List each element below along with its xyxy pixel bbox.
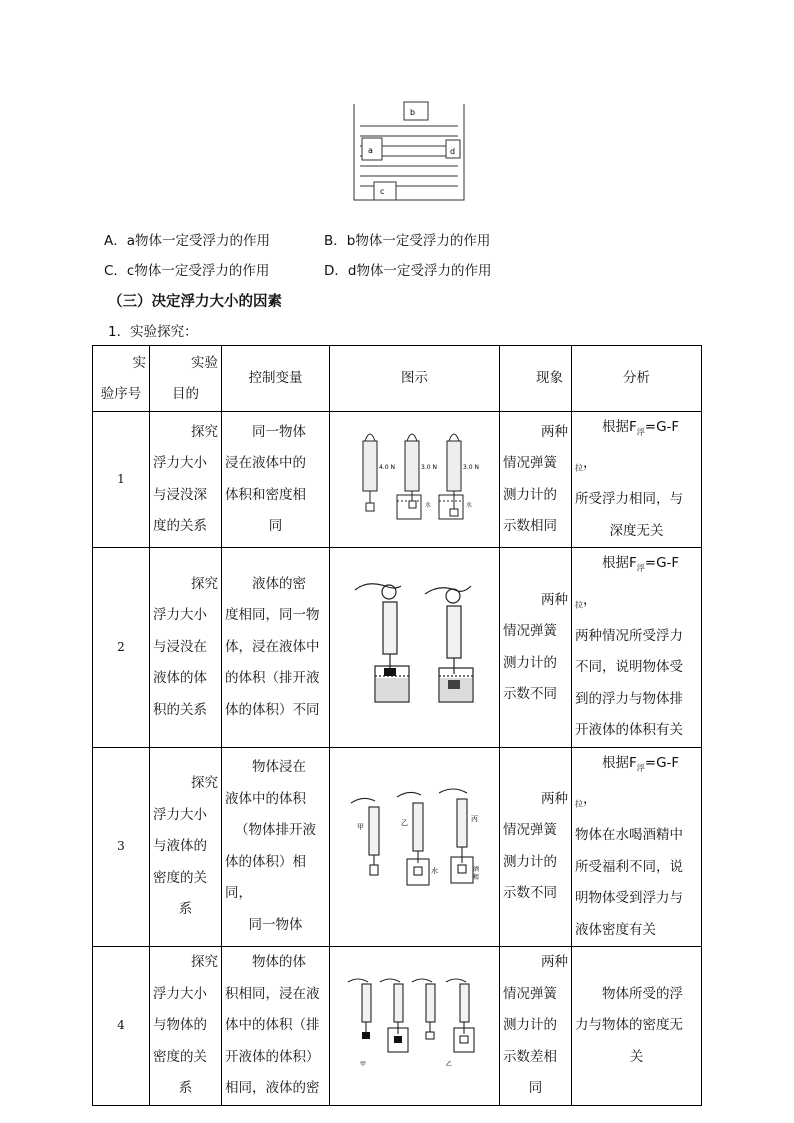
row-purpose: 探究 浮力大小 与液体的 密度的关 系 (150, 747, 222, 946)
label-yi: 乙 (445, 1060, 452, 1068)
row-analysis: 根据$F_浮=G-F_拉$， 物体在水喝酒精中 所受福利不同，说 明物体受到浮力与 液体密度有关 (572, 747, 702, 946)
label-bing: 丙 (470, 814, 478, 823)
row-analysis: 根据$F_浮=G-F_拉$， 两种情况所受浮力 不同，说明物体受 到的浮力与物体排 开液体的体积有关 (572, 548, 702, 747)
label-water: 水 (430, 866, 438, 875)
hand-spring-volume-diagram (347, 576, 483, 706)
row-number: 4 (93, 947, 150, 1106)
label-yi: 乙 (400, 818, 408, 827)
water-label-1: 水 (424, 502, 431, 510)
header-analysis: 分析 (572, 346, 702, 412)
experiment-table (92, 345, 702, 1106)
block-label-c: c (380, 187, 385, 196)
row-number: 1 (93, 412, 150, 548)
row-diagram (330, 747, 500, 946)
reading-3: 3.0 N (462, 464, 479, 472)
label-jia: 甲 (356, 822, 364, 831)
row-diagram (330, 412, 500, 548)
row-purpose: 探究 浮力大小 与浸没在 液体的体 积的关系 (150, 548, 222, 747)
row-number: 3 (93, 747, 150, 946)
reading-1: 4.0 N (378, 464, 395, 472)
header-seq: 实 验序号 (93, 346, 150, 412)
block-label-d: d (450, 147, 456, 156)
table-header-row (93, 346, 702, 412)
header-diagram: 图示 (330, 346, 500, 412)
object-density-diagram (346, 972, 484, 1068)
header-control: 控制变量 (222, 346, 330, 412)
row-control: 同一物体 浸在液体中的 体积和密度相 同 (222, 412, 330, 548)
block-label-a: a (368, 146, 373, 155)
row-analysis: 物体所受的浮 力与物体的密度无 关 (572, 947, 702, 1106)
section-title: （三）决定浮力大小的因素 (108, 294, 282, 310)
header-purpose: 实验 目的 (150, 346, 222, 412)
reading-2: 3.0 N (420, 464, 437, 472)
row-control: 液体的密 度相同，同一物 体，浸在液体中 的体积（排开液 体的体积）不同 (222, 548, 330, 747)
label-alcohol-2: 精 (472, 873, 479, 881)
label-alcohol-1: 酒 (472, 865, 479, 873)
row-number: 2 (93, 548, 150, 747)
row-analysis: 根据$F_浮=G-F_拉$， 所受浮力相同，与 深度无关 (572, 412, 702, 548)
option-a[interactable]: A．a物体一定受浮力的作用 (104, 233, 271, 249)
row-diagram (330, 548, 500, 747)
row-diagram (330, 947, 500, 1106)
option-b[interactable]: B．b物体一定受浮力的作用 (324, 233, 491, 249)
header-phenomenon: 现象 (500, 346, 572, 412)
row-control: 物体的体 积相同，浸在液 体中的体积（排 开液体的体积） 相同，液体的密 (222, 947, 330, 1106)
density-comparison-diagram (347, 785, 483, 897)
option-c[interactable]: C．c物体一定受浮力的作用 (104, 263, 270, 279)
row-purpose: 探究 浮力大小 与浸没深 度的关系 (150, 412, 222, 548)
row-purpose: 探究 浮力大小 与物体的 密度的关 系 (150, 947, 222, 1106)
row-phenomenon: 两种 情况弹簧 测力计的 示数相同 (500, 412, 572, 548)
table-row (93, 747, 702, 946)
label-jia: 甲 (359, 1060, 366, 1068)
table-row (93, 548, 702, 747)
block-label-b: b (410, 108, 416, 117)
table-row (93, 947, 702, 1106)
subsection-title: 1．实验探究： (108, 324, 198, 340)
row-phenomenon: 两种 情况弹簧 测力计的 示数差相 同 (500, 947, 572, 1106)
container-figure (350, 100, 468, 204)
row-phenomenon: 两种 情况弹簧 测力计的 示数不同 (500, 747, 572, 946)
table-row (93, 412, 702, 548)
water-label-2: 水 (465, 502, 472, 510)
option-d[interactable]: D．d物体一定受浮力的作用 (324, 263, 492, 279)
row-control: 物体浸在 液体中的体积 （物体排开液 体的体积）相同， 同一物体 (222, 747, 330, 946)
row-phenomenon: 两种 情况弹簧 测力计的 示数不同 (500, 548, 572, 747)
spring-scale-depth-diagram (349, 423, 481, 523)
